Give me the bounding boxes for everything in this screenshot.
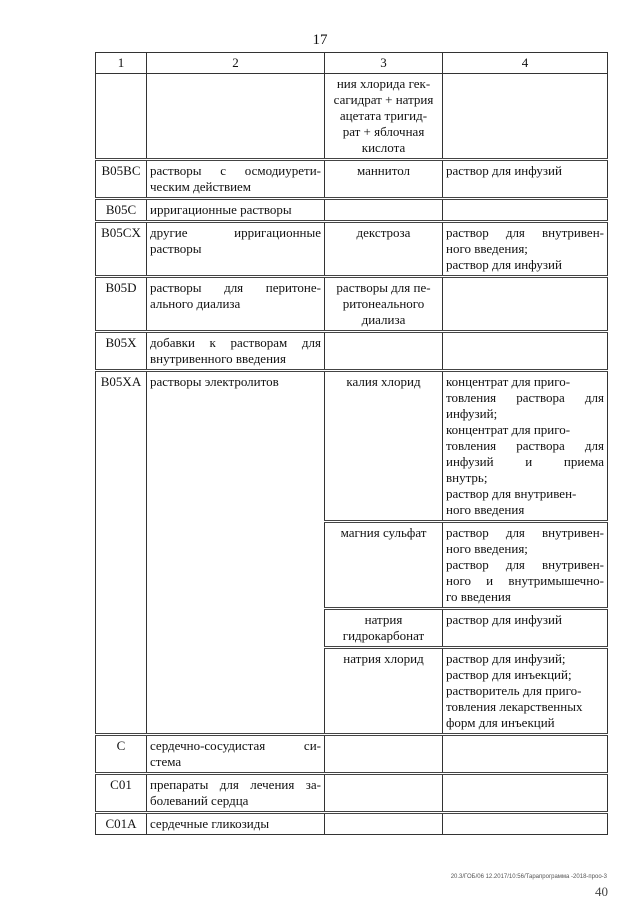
cell-code: [96, 74, 147, 160]
cell-drug-name: [325, 277, 443, 332]
cell-code: B05C: [96, 199, 147, 222]
cell-drug-name: [325, 522, 443, 609]
cell-dosage-forms: [443, 735, 608, 774]
cell-drug-name: [325, 648, 443, 735]
footer-page-number: 40: [595, 884, 608, 899]
cell-dosage-forms: [443, 74, 608, 160]
table-header-row: [96, 53, 608, 74]
cell-line: диализа: [361, 312, 406, 327]
table-row: [96, 277, 608, 332]
cell-drug-name: [325, 222, 443, 277]
cell-group-name: [147, 222, 325, 277]
cell-group-name: [147, 199, 325, 222]
cell-line: раствор для инъекций;: [446, 667, 572, 682]
cell-drug-name: [325, 735, 443, 774]
table-row: [96, 199, 608, 222]
cell-line: раствор для инфузий: [446, 257, 562, 272]
cell-drug-name: [325, 74, 443, 160]
cell-line: форм для инъекций: [446, 715, 555, 730]
cell-drug-name: [325, 609, 443, 648]
cell-dosage-forms: [443, 813, 608, 835]
cell-dosage-forms: [443, 774, 608, 813]
cell-group-name: [147, 277, 325, 332]
cell-line: растворы для перитоне-: [150, 280, 321, 295]
cell-line: добавки к растворам для: [150, 335, 321, 350]
cell-line: ирригационные растворы: [150, 202, 292, 217]
cell-line: болеваний сердца: [150, 793, 249, 808]
page-number: 17: [312, 32, 328, 48]
cell-line: декстроза: [356, 225, 411, 240]
table-row: [96, 735, 608, 774]
cell-dosage-forms: [443, 160, 608, 199]
cell-line: сердечные гликозиды: [150, 816, 270, 831]
cell-group-name: [147, 371, 325, 735]
cell-line: стема: [150, 754, 182, 769]
cell-code: B05CX: [96, 222, 147, 277]
cell-drug-name: [325, 199, 443, 222]
cell-group-name: [147, 813, 325, 835]
cell-line: раствор для внутривен-: [446, 557, 604, 572]
cell-line: ного и внутримышечно-: [446, 573, 604, 588]
cell-line: го введения: [446, 589, 511, 604]
cell-line: товления раствора для: [446, 438, 604, 453]
cell-line: другие ирригационные: [150, 225, 321, 240]
table-row: [96, 813, 608, 835]
cell-line: раствор для внутривен-: [446, 525, 604, 540]
table-row: [96, 222, 608, 277]
cell-line: ального диализа: [150, 296, 241, 311]
cell-line: инфузий и приема: [446, 454, 604, 469]
cell-line: кислота: [361, 140, 406, 155]
cell-line: натрия: [364, 612, 403, 627]
cell-line: раствор для внутривен-: [446, 486, 577, 501]
cell-line: ного введения: [446, 502, 525, 517]
cell-line: калия хлорид: [346, 374, 421, 389]
cell-code: B05D: [96, 277, 147, 332]
table-row: [96, 774, 608, 813]
cell-line: внутрь;: [446, 470, 488, 485]
cell-line: сердечно-сосудистая си-: [150, 738, 321, 753]
cell-line: концентрат для приго-: [446, 422, 571, 437]
cell-line: раствор для внутривен-: [446, 225, 604, 240]
header-col-4: 4: [443, 53, 608, 74]
table-row: [96, 160, 608, 199]
cell-dosage-forms: [443, 222, 608, 277]
table-row: [96, 371, 608, 522]
drug-table: [95, 52, 608, 835]
footer-stamp: 20.3/ГОБ/06 12.2017/10:56/Тарапрограмма -2018-проо-3: [450, 874, 607, 880]
cell-line: раствор для инфузий;: [446, 651, 566, 666]
cell-dosage-forms: [443, 332, 608, 371]
cell-line: инфузий;: [446, 406, 498, 421]
cell-dosage-forms: [443, 648, 608, 735]
cell-line: растворитель для приго-: [446, 683, 582, 698]
cell-group-name: [147, 74, 325, 160]
cell-drug-name: [325, 774, 443, 813]
cell-group-name: [147, 332, 325, 371]
cell-group-name: [147, 774, 325, 813]
cell-line: концентрат для приго-: [446, 374, 571, 389]
cell-line: препараты для лечения за-: [150, 777, 321, 792]
cell-line: раствор для инфузий: [446, 163, 562, 178]
cell-line: ацетата тригид-: [339, 108, 428, 123]
cell-drug-name: [325, 332, 443, 371]
cell-drug-name: [325, 160, 443, 199]
cell-drug-name: [325, 813, 443, 835]
cell-code: C01A: [96, 813, 147, 835]
cell-dosage-forms: [443, 371, 608, 522]
cell-line: ного введения;: [446, 541, 528, 556]
cell-line: товления раствора для: [446, 390, 604, 405]
cell-dosage-forms: [443, 199, 608, 222]
cell-line: сагидрат + натрия: [333, 92, 434, 107]
header-col-3: 3: [325, 53, 443, 74]
cell-line: растворы электролитов: [150, 374, 279, 389]
table-row: [96, 332, 608, 371]
cell-dosage-forms: [443, 609, 608, 648]
header-col-1: 1: [96, 53, 147, 74]
cell-code: C: [96, 735, 147, 774]
cell-line: маннитол: [356, 163, 411, 178]
cell-line: растворы с осмодиурети-: [150, 163, 321, 178]
cell-line: растворы: [150, 241, 202, 256]
cell-dosage-forms: [443, 522, 608, 609]
cell-line: растворы для пе-: [336, 280, 431, 295]
cell-drug-name: [325, 371, 443, 522]
cell-code: B05BC: [96, 160, 147, 199]
cell-line: ритонеального: [342, 296, 425, 311]
cell-line: гидрокарбонат: [342, 628, 425, 643]
continuation-row: [96, 74, 608, 160]
cell-code: B05X: [96, 332, 147, 371]
cell-code: B05XA: [96, 371, 147, 735]
header-col-2: 2: [147, 53, 325, 74]
cell-group-name: [147, 735, 325, 774]
cell-line: товления лекарственных: [446, 699, 583, 714]
cell-line: ческим действием: [150, 179, 252, 194]
cell-line: ного введения;: [446, 241, 528, 256]
cell-group-name: [147, 160, 325, 199]
cell-line: внутривенного введения: [150, 351, 286, 366]
cell-code: C01: [96, 774, 147, 813]
cell-line: магния сульфат: [340, 525, 427, 540]
cell-line: натрия хлорид: [343, 651, 424, 666]
cell-line: раствор для инфузий: [446, 612, 562, 627]
cell-line: ния хлорида гек-: [336, 76, 431, 91]
cell-line: рат + яблочная: [342, 124, 425, 139]
cell-dosage-forms: [443, 277, 608, 332]
